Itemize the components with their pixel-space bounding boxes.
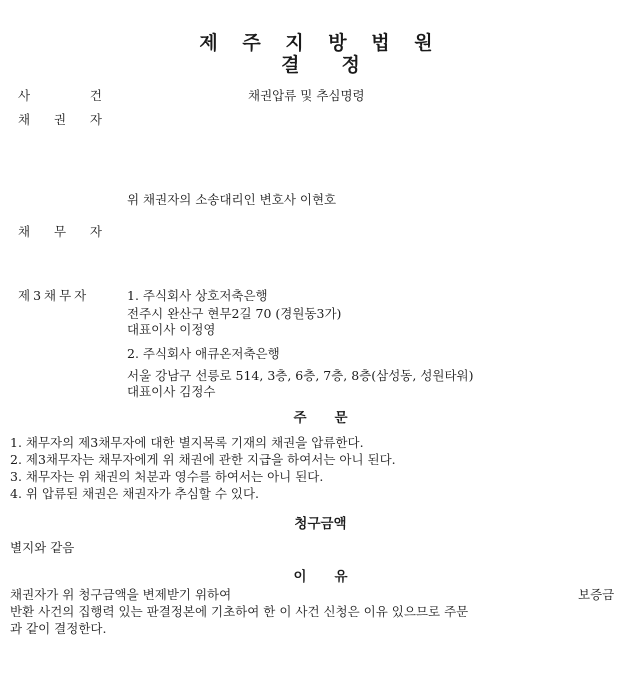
case-label-char-1: 사 — [18, 88, 31, 103]
creditor-label-char-1: 채 — [18, 112, 31, 127]
reason-line-3: 과 같이 결정한다. — [10, 621, 107, 636]
third-debtor-2-address: 서울 강남구 선릉로 514, 3층, 6층, 7층, 8층(삼성동, 성원타워) — [127, 368, 474, 383]
creditor-agent: 위 채권자의 소송대리인 변호사 이현호 — [127, 192, 337, 207]
order-heading — [0, 406, 641, 426]
third-debtor-label: 제3채무자 — [18, 288, 90, 303]
order-item-2: 2. 제3채무자는 채무자에게 위 채권에 관한 지급을 하여서는 아니 된다. — [10, 452, 396, 467]
document-type — [0, 50, 641, 77]
document-type-char-2: 정 — [341, 54, 360, 76]
debtor-label-char-3: 자 — [89, 224, 102, 239]
third-debtor-1-name: 1. 주식회사 상호저축은행 — [127, 288, 268, 303]
reason-heading-char-1: 이 — [293, 569, 307, 585]
case-label — [18, 86, 102, 104]
debtor-label-char-2: 무 — [53, 224, 67, 239]
third-debtor-2-name: 2. 주식회사 애큐온저축은행 — [127, 346, 280, 361]
case-label-char-2: 건 — [89, 88, 102, 103]
court-title: 제 주 지 방 법 원 — [199, 32, 442, 54]
document-type-char-1: 결 — [281, 54, 300, 76]
debtor-label-char-1: 채 — [18, 224, 31, 239]
order-heading-char-2: 문 — [334, 410, 348, 426]
debtor-label — [18, 222, 102, 240]
reason-line-1-right: 보증금 — [578, 587, 615, 602]
third-debtor-1-address: 전주시 완산구 현무2길 70 (경원동3가) — [127, 306, 342, 321]
reason-heading-char-2: 유 — [334, 569, 348, 585]
creditor-label — [18, 110, 102, 128]
case-name: 채권압류 및 추심명령 — [248, 88, 365, 103]
reason-heading — [0, 565, 641, 585]
third-debtor-1-rep: 대표이사 이정영 — [127, 322, 216, 337]
order-heading-char-1: 주 — [293, 410, 307, 426]
third-debtor-2-rep: 대표이사 김정수 — [127, 384, 216, 399]
reason-line-1-left: 채권자가 위 청구금액을 변제받기 위하여 — [10, 587, 232, 602]
reason-line-2: 반환 사건의 집행력 있는 판결정본에 기초하여 한 이 사건 신청은 이유 있으므로 주문 — [10, 604, 469, 619]
creditor-label-char-3: 자 — [89, 112, 102, 127]
order-item-4: 4. 위 압류된 채권은 채권자가 추심할 수 있다. — [10, 486, 259, 501]
claim-text: 별지와 같음 — [10, 540, 75, 555]
creditor-label-char-2: 권 — [53, 112, 67, 127]
order-item-1: 1. 채무자의 제3채무자에 대한 별지목록 기재의 채권을 압류한다. — [10, 435, 364, 450]
order-item-3: 3. 채무자는 위 채권의 처분과 영수를 하여서는 아니 된다. — [10, 469, 324, 484]
claim-heading: 청구금액 — [294, 516, 347, 532]
